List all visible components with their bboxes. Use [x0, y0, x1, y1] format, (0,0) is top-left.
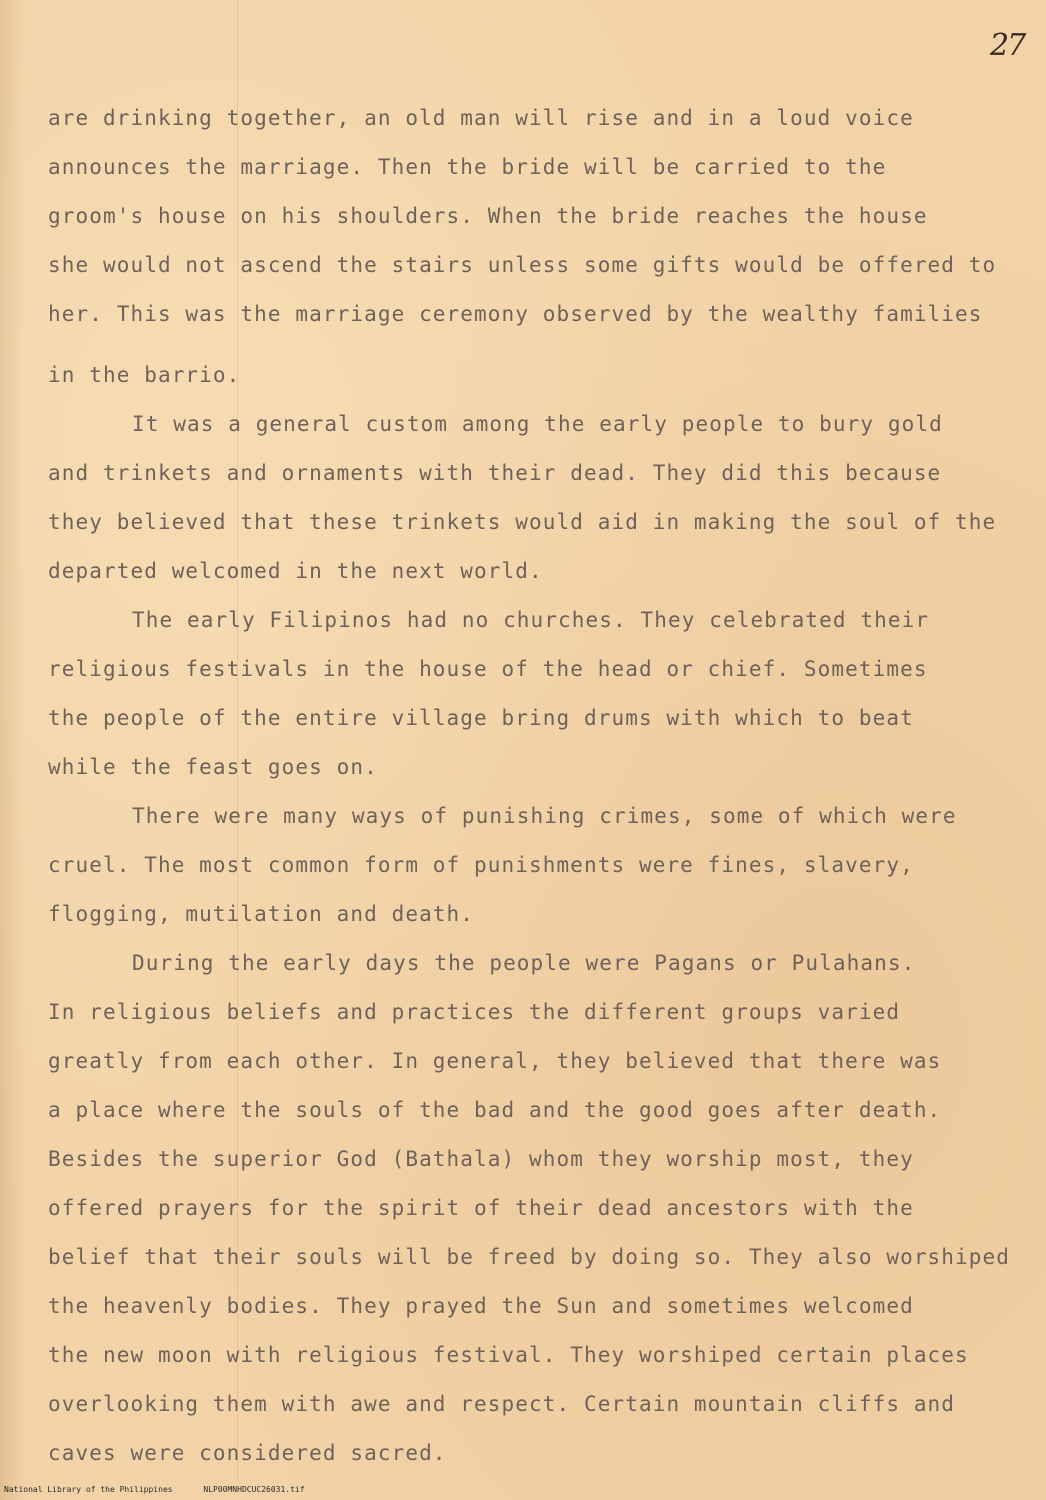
text-line: Besides the superior God (Bathala) whom they worship most, they [48, 1147, 914, 1171]
text-line: greatly from each other. In general, they believed that there was [48, 1049, 942, 1073]
text-line: the heavenly bodies. They prayed the Sun and sometimes welcomed [48, 1294, 914, 1318]
text-line: There were many ways of punishing crimes, some of which were [132, 804, 957, 828]
text-line: In religious beliefs and practices the different groups varied [48, 1000, 901, 1024]
text-line: in the barrio. [48, 363, 241, 387]
text-line: the new moon with religious festival. They worshiped certain places [48, 1343, 969, 1367]
text-line: groom's house on his shoulders. When the bride reaches the house [48, 204, 928, 228]
text-line: belief that their souls will be freed by doing so. They also worshiped [48, 1245, 1011, 1269]
paragraph-1 [48, 99, 1038, 405]
text-line: religious festivals in the house of the head or chief. Sometimes [48, 657, 928, 681]
text-line: a place where the souls of the bad and the good goes after death. [48, 1098, 942, 1122]
text-line: announces the marriage. Then the bride will be carried to the [48, 155, 887, 179]
text-line: are drinking together, an old man will rise and in a loud voice [48, 106, 914, 130]
text-line: overlooking them with awe and respect. Certain mountain cliffs and [48, 1392, 956, 1416]
footer-filename: NLP00MNHDCUC26031.tif [203, 1485, 305, 1494]
paragraph-4 [48, 797, 1038, 944]
text-line: The early Filipinos had no churches. They celebrated their [132, 608, 930, 632]
footer-library: National Library of the Philippines [4, 1485, 173, 1494]
paragraph-2 [48, 405, 1038, 601]
paragraph-3 [48, 601, 1038, 797]
text-line: offered prayers for the spirit of their dead ancestors with the [48, 1196, 914, 1220]
text-line: and trinkets and ornaments with their dead. They did this because [48, 461, 942, 485]
text-line: departed welcomed in the next world. [48, 559, 543, 583]
page-number: 27 [990, 28, 1025, 63]
text-line: the people of the entire village bring drums with which to beat [48, 706, 914, 730]
text-line: she would not ascend the stairs unless some gifts would be offered to [48, 253, 997, 277]
scan-footer [4, 1485, 331, 1494]
text-line: her. This was the marriage ceremony observed by the wealthy families [48, 302, 983, 326]
text-line: flogging, mutilation and death. [48, 902, 475, 926]
typed-page-body [48, 99, 1038, 1483]
text-line: cruel. The most common form of punishments were fines, slavery, [48, 853, 914, 877]
text-line: caves were considered sacred. [48, 1441, 447, 1465]
paragraph-5 [48, 944, 1038, 1483]
text-line: During the early days the people were Pagans or Pulahans. [132, 951, 916, 975]
text-line: while the feast goes on. [48, 755, 378, 779]
text-line: It was a general custom among the early people to bury gold [132, 412, 943, 436]
text-line: they believed that these trinkets would aid in making the soul of the [48, 510, 997, 534]
